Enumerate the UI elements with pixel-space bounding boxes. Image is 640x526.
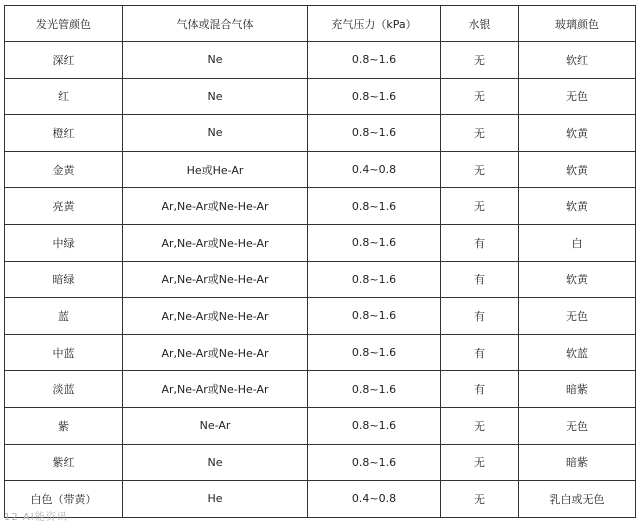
cell-gas: Ar,Ne-Ar或Ne-He-Ar <box>123 371 308 408</box>
table-row <box>5 261 636 298</box>
cell-glass-color: 无色 <box>519 298 636 335</box>
cell-glass-color: 软蓝 <box>519 334 636 371</box>
cell-glass-color: 软黄 <box>519 115 636 152</box>
cell-tube-color: 淡蓝 <box>5 371 123 408</box>
neon-tube-table <box>4 5 636 518</box>
cell-glass-color: 暗紫 <box>519 444 636 481</box>
cell-glass-color: 白 <box>519 224 636 261</box>
header-gas: 气体或混合气体 <box>123 6 308 42</box>
cell-pressure: 0.8~1.6 <box>308 115 441 152</box>
cell-gas: He <box>123 481 308 518</box>
header-row <box>5 6 636 42</box>
cell-mercury: 无 <box>441 444 519 481</box>
cell-glass-color: 无色 <box>519 78 636 115</box>
cell-mercury: 无 <box>441 481 519 518</box>
cell-pressure: 0.4~0.8 <box>308 481 441 518</box>
cell-pressure: 0.8~1.6 <box>308 78 441 115</box>
cell-tube-color: 红 <box>5 78 123 115</box>
cell-glass-color: 软黄 <box>519 188 636 225</box>
cell-tube-color: 紫红 <box>5 444 123 481</box>
cell-gas: Ne <box>123 42 308 79</box>
cell-mercury: 有 <box>441 371 519 408</box>
cell-tube-color: 亮黄 <box>5 188 123 225</box>
cell-tube-color: 金黄 <box>5 151 123 188</box>
cell-tube-color: 中蓝 <box>5 334 123 371</box>
cell-glass-color: 软红 <box>519 42 636 79</box>
cell-gas: Ar,Ne-Ar或Ne-He-Ar <box>123 261 308 298</box>
cell-pressure: 0.8~1.6 <box>308 224 441 261</box>
cell-gas: Ar,Ne-Ar或Ne-He-Ar <box>123 298 308 335</box>
table-row <box>5 407 636 444</box>
cell-pressure: 0.8~1.6 <box>308 334 441 371</box>
table-row <box>5 78 636 115</box>
cell-mercury: 无 <box>441 42 519 79</box>
cell-mercury: 无 <box>441 188 519 225</box>
cell-gas: Ne <box>123 444 308 481</box>
cell-gas: Ne-Ar <box>123 407 308 444</box>
cell-tube-color: 中绿 <box>5 224 123 261</box>
cell-mercury: 有 <box>441 224 519 261</box>
cell-tube-color: 蓝 <box>5 298 123 335</box>
cell-pressure: 0.8~1.6 <box>308 42 441 79</box>
cell-tube-color: 橙红 <box>5 115 123 152</box>
cell-gas: Ne <box>123 115 308 152</box>
cell-pressure: 0.8~1.6 <box>308 444 441 481</box>
table-row <box>5 188 636 225</box>
cell-mercury: 有 <box>441 298 519 335</box>
cell-gas: Ar,Ne-Ar或Ne-He-Ar <box>123 188 308 225</box>
table-row <box>5 334 636 371</box>
cell-pressure: 0.8~1.6 <box>308 407 441 444</box>
cell-tube-color: 白色（带黄） <box>5 481 123 518</box>
cell-glass-color: 乳白或无色 <box>519 481 636 518</box>
table-row <box>5 481 636 518</box>
table-row <box>5 151 636 188</box>
table-row <box>5 224 636 261</box>
cell-glass-color: 暗紫 <box>519 371 636 408</box>
cell-tube-color: 深红 <box>5 42 123 79</box>
header-glass-color: 玻璃颜色 <box>519 6 636 42</box>
cell-pressure: 0.4~0.8 <box>308 151 441 188</box>
cell-mercury: 有 <box>441 334 519 371</box>
cell-tube-color: 暗绿 <box>5 261 123 298</box>
cell-gas: Ne <box>123 78 308 115</box>
cell-glass-color: 软黄 <box>519 261 636 298</box>
table-body <box>5 42 636 518</box>
cell-gas: Ar,Ne-Ar或Ne-He-Ar <box>123 224 308 261</box>
table-row <box>5 115 636 152</box>
cell-mercury: 无 <box>441 78 519 115</box>
cell-mercury: 有 <box>441 261 519 298</box>
neon-tube-table-container <box>4 5 635 518</box>
table-row <box>5 444 636 481</box>
cell-pressure: 0.8~1.6 <box>308 371 441 408</box>
cell-mercury: 无 <box>441 407 519 444</box>
cell-mercury: 无 <box>441 151 519 188</box>
watermark-logo: 12 AI能资讯 <box>4 512 68 523</box>
table-row <box>5 371 636 408</box>
cell-gas: Ar,Ne-Ar或Ne-He-Ar <box>123 334 308 371</box>
cell-mercury: 无 <box>441 115 519 152</box>
cell-tube-color: 紫 <box>5 407 123 444</box>
header-mercury: 水银 <box>441 6 519 42</box>
cell-pressure: 0.8~1.6 <box>308 298 441 335</box>
header-pressure: 充气压力（kPa） <box>308 6 441 42</box>
cell-glass-color: 无色 <box>519 407 636 444</box>
cell-pressure: 0.8~1.6 <box>308 188 441 225</box>
header-tube-color: 发光管颜色 <box>5 6 123 42</box>
table-row <box>5 298 636 335</box>
table-row <box>5 42 636 79</box>
cell-pressure: 0.8~1.6 <box>308 261 441 298</box>
cell-gas: He或He-Ar <box>123 151 308 188</box>
cell-glass-color: 软黄 <box>519 151 636 188</box>
